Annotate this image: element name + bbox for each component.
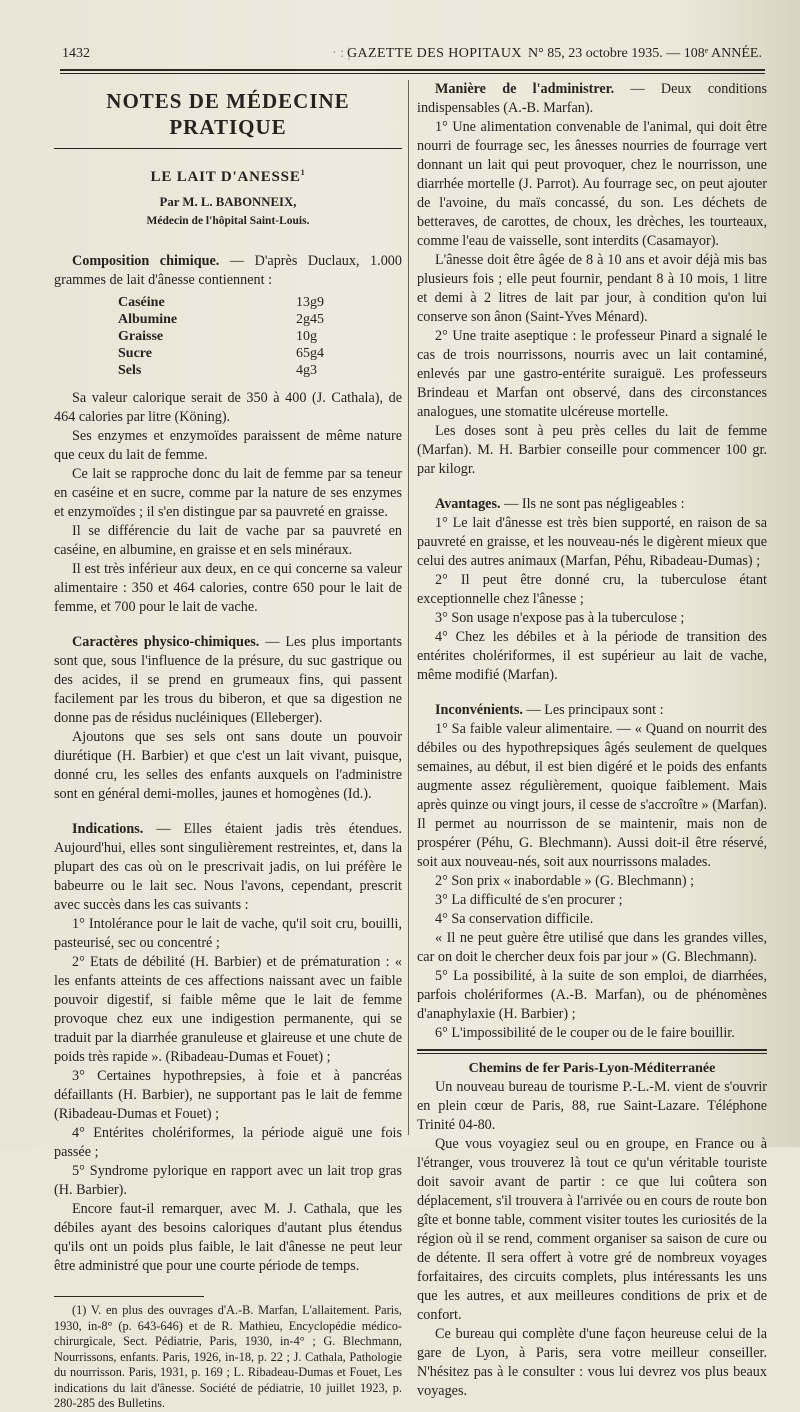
railway-paragraph: Ce bureau qui complète d'une façon heureuse celui de la gare de Lyon, à Paris, sera votre meilleur conseiller. N'hésitez pas à le consulter : vous lui devrez vos plus beaux voyages. bbox=[417, 1326, 767, 1399]
indications-paragraph bbox=[54, 820, 402, 915]
component-name: Graisse bbox=[118, 329, 164, 344]
page-number: 1432 bbox=[62, 46, 90, 61]
paragraph-doses: Les doses sont à peu près celles du lait de femme (Marfan). M. H. Barbier conseille pour commencer 100 gr. par kilogr. bbox=[417, 423, 767, 477]
drawback-item: 1° Sa faible valeur alimentaire. — « Quand on nourrit des débiles ou des hypothrepsiques âgés seulement de quelques semaines, au début, il est bien digéré et le poids des enfants augmente assez régulièrement, quoique faiblement. Mais après quinze ou vingt jours, il cesse de s'accroître » (Marfan). Il permet au nourrisson de se maintenir, mais non de prospérer (Péhu, G. Blechmann). Aussi doit-il être réservé, soit aux nouveau-nés, soit aux nourrissons malades. bbox=[417, 721, 767, 870]
drawback-item: 4° Sa conservation difficile. bbox=[435, 911, 594, 927]
header-rule-thin bbox=[60, 73, 765, 74]
footnote-rule bbox=[54, 1296, 204, 1297]
administration-heading: Manière de l'administrer. bbox=[435, 81, 615, 97]
section-title: NOTES DE MÉDECINE PRATIQUE bbox=[106, 89, 350, 139]
drawback-item: 3° La difficulté de s'en procurer ; bbox=[435, 892, 623, 908]
article-title bbox=[54, 163, 402, 187]
paragraph-caloric: Sa valeur calorique serait de 350 à 400 (J. Cathala), de 464 calories par litre (Köning). bbox=[54, 390, 402, 425]
railway-heading: Chemins de fer Paris-Lyon-Méditerranée bbox=[468, 1061, 716, 1076]
paragraph-comparison-woman: Ce lait se rapproche donc du lait de femme par sa teneur en caséine et en sucre, comme par la nature de ses enzymes et enzymoïdes ; il s'en distingue par sa pauvreté en graisse. bbox=[54, 466, 402, 520]
advantages-heading: Avantages. bbox=[435, 496, 501, 512]
composition-row bbox=[118, 311, 342, 328]
component-value: 65g4 bbox=[296, 346, 324, 361]
section-separator-thin bbox=[417, 1053, 767, 1054]
composition-heading: Composition chimique. bbox=[72, 253, 220, 269]
drawbacks-paragraph bbox=[417, 701, 767, 720]
header-rule bbox=[60, 69, 765, 71]
paragraph-age: L'ânesse doit être âgée de 8 à 10 ans et avoir déjà mis bas plusieurs fois ; elle peut fournir, pendant 8 à 10 mois, 1 litre et demi à 2 litres de lait par jour, à condition qu'on lui conserve son ânon (Saint-Yves Ménard). bbox=[417, 252, 767, 325]
drawback-item: 5° La possibilité, à la suite de son emploi, de diarrhées, parfois cholériformes (A.-B. Marfan), ou de phénomènes d'anaphylaxie (H. Barbier) ; bbox=[417, 968, 767, 1022]
issue-info: N° 85, 23 octobre 1935. — 108ᵉ ANNÉE. bbox=[528, 46, 762, 61]
indications-text: — Elles étaient jadis très étendues. Aujourd'hui, elles sont singulièrement restreintes, et, dans la plupart des cas où on le prescrivait jadis, on lui préfère le babeurre ou le lait sec. Nous l'avons, cependant, prescrit avec succès dans les cas suivants : bbox=[54, 821, 402, 913]
footnote-marker[interactable]: 1 bbox=[300, 168, 306, 177]
composition-row bbox=[118, 328, 342, 345]
paragraph-diuretic: Ajoutons que ses sels ont sans doute un pouvoir diurétique (H. Barbier) et que c'est un lait vivant, puisque, donné cru, les selles des enfants auxquels on l'administre sont en général demi-molles, jaunes et homogènes (Id.). bbox=[54, 729, 402, 802]
paragraph-feeding: 1° Une alimentation convenable de l'animal, qui doit être nourri de fourrage sec, les ânesses nourries de fourrage vert donnant un lait qui peut provoquer, chez le nourrisson, une diarrhée mortelle (J. Parrot). Au fourrage sec, on peut ajouter de l'avoine, du maïs concassé, du son. Les déchets de betteraves, de carottes, de choux, les drèches, les tourteaux, comme l'eau de vaisselle, sont interdits (Casamayor). bbox=[417, 119, 767, 249]
administration-text: — Deux conditions indispensables (A.-B. Marfan). bbox=[417, 81, 767, 116]
running-header bbox=[62, 44, 762, 64]
drawback-item: 2° Son prix « inabordable » (G. Blechmann) ; bbox=[435, 873, 695, 889]
physico-chemical-paragraph bbox=[54, 633, 402, 728]
paragraph-aseptic: 2° Une traite aseptique : le professeur Pinard a signalé le cas de trois nourrissons, nourris avec un lait contaminé, enlevés par une gastro-entérite suraiguë. Les professeurs Brindeau et Marfan ont observé, dans des circonstances analogues, une stomatite ulcéreuse mortelle. bbox=[417, 328, 767, 420]
advantages-text: — Ils ne sont pas négligeables : bbox=[500, 496, 685, 512]
physico-chemical-heading: Caractères physico-chimiques. bbox=[72, 634, 260, 650]
column-divider bbox=[408, 80, 409, 1135]
advantage-item: 2° Il peut être donné cru, la tuberculose étant exceptionnelle chez l'ânesse ; bbox=[417, 572, 767, 607]
author-affiliation: Médecin de l'hôpital Saint-Louis. bbox=[146, 215, 310, 227]
footnote: (1) V. en plus des ouvrages d'A.-B. Marfan, L'allaitement. Paris, 1930, in-8° (p. 643-646) et de R. Mathieu, Encyclopédie médico-chirurgicale, Sect. Pédiatrie, Paris, 1930, in-4° ; G. Blechmann, Nourrissons, enfants. Paris, 1926, in-18, p. 22 ; J. Cathala, Pathologie du nourrisson. Paris, 1931, p. 169 ; L. Ribadeau-Dumas et Fouet, Les indications du lait d'ânesse. Société de pédiatrie, 10 juillet 1923, p. 280-285 des Bulletins. bbox=[54, 1303, 402, 1410]
paragraph-cathala: Encore faut-il remarquer, avec M. J. Cathala, que les débiles ayant des besoins caloriques d'autant plus étendus qu'ils ont un poids plus faible, le lait d'ânesse ne peut leur être administré que pour une courte période de temps. bbox=[54, 1201, 402, 1274]
advantage-item: 4° Chez les débiles et à la période de transition des entérites cholériformes, il est supérieur au lait de vache, même modifié (Marfan). bbox=[417, 629, 767, 683]
administration-paragraph bbox=[417, 80, 767, 118]
advantage-item: 1° Le lait d'ânesse est très bien supporté, en raison de sa pauvreté en graisse, et les nouveau-nés le digèrent mieux que celui des autres animaux (Marfan, Péhu, Ribadeau-Dumas) ; bbox=[417, 515, 767, 569]
indication-item: 1° Intolérance pour le lait de vache, qu'il soit cru, bouilli, pasteurisé, sec ou concentré ; bbox=[54, 916, 402, 951]
section-rule bbox=[54, 148, 402, 149]
paragraph-comparison-cow: Il se différencie du lait de vache par sa pauvreté en caséine, en albumine, en graisse et en sels minéraux. bbox=[54, 523, 402, 558]
component-value: 10g bbox=[296, 329, 317, 344]
section-separator bbox=[417, 1049, 767, 1051]
component-name: Sucre bbox=[118, 346, 152, 361]
composition-row bbox=[118, 294, 342, 311]
paragraph-value: Il est très inférieur aux deux, en ce qui concerne sa valeur alimentaire : 350 et 464 calories, contre 650 pour le lait de femme, et 700 pour le lait de vache. bbox=[54, 561, 402, 615]
right-column bbox=[417, 80, 767, 1401]
railway-paragraph: Un nouveau bureau de tourisme P.-L.-M. vient de s'ouvrir en plein cœur de Paris, 88, rue Saint-Lazare. Téléphone Trinité 04-80. bbox=[417, 1079, 767, 1133]
component-value: 2g45 bbox=[296, 312, 324, 327]
drawback-quote: « Il ne peut guère être utilisé que dans les grandes villes, car on doit le chercher deux fois par jour » (G. Blechmann). bbox=[417, 930, 767, 965]
railway-paragraph: Que vous voyagiez seul ou en groupe, en France ou à l'étranger, vous trouverez là tout ce qu'un véritable touriste doit savoir avant de partir : ce que lui coûtera son déplacement, s'il trouvera à l'arrivée ou en cours de route bon gîte et bonne table, comment visiter toutes les curiosités de la région où il se rend, comment organiser sa saison de cure ou de détente. Il sera offert à votre gré de nombreux voyages forfaitaires, des circuits complets, plus intéressants les uns que les autres, et aux meilleures conditions de prix et de confort. bbox=[417, 1136, 767, 1323]
component-value: 4g3 bbox=[296, 363, 317, 378]
composition-row bbox=[118, 345, 342, 362]
article-title-text: LE LAIT D'ANESSE bbox=[150, 169, 301, 185]
drawback-item: 6° L'impossibilité de le couper ou de le faire bouillir. bbox=[435, 1025, 735, 1041]
indication-item: 4° Entérites cholériformes, la période aiguë une fois passée ; bbox=[54, 1125, 402, 1160]
drawbacks-text: — Les principaux sont : bbox=[522, 702, 664, 718]
advantages-paragraph bbox=[417, 495, 767, 514]
component-value: 13g9 bbox=[296, 295, 324, 310]
journal-title: GAZETTE DES HOPITAUX bbox=[347, 46, 522, 61]
component-name: Albumine bbox=[118, 312, 178, 327]
component-name: Sels bbox=[118, 363, 142, 378]
left-column bbox=[54, 80, 402, 1412]
physico-chemical-text: — Les plus importants sont que, sous l'influence de la présure, du suc gastrique ou des acides, il se prend en grumeaux fins, qui passent facilement par les trous du biberon, et que sa digestion ne donne pas de résidus nucléiniques (Elleberger). bbox=[54, 634, 402, 726]
indications-heading: Indications. bbox=[72, 821, 144, 837]
header-marks: · : | bbox=[332, 46, 351, 61]
composition-paragraph bbox=[54, 252, 402, 290]
indication-item: 3° Certaines hypothrepsies, à foie et à pancréas défaillants (H. Barbier), ne supportant pas le lait de femme (Ribadeau-Dumas et Fouet) ; bbox=[54, 1068, 402, 1122]
author: Par M. L. BABONNEIX, bbox=[159, 195, 297, 209]
component-name: Caséine bbox=[118, 295, 165, 310]
composition-table bbox=[118, 294, 342, 379]
indication-item: 5° Syndrome pylorique en rapport avec un lait trop gras (H. Barbier). bbox=[54, 1163, 402, 1198]
advantage-item: 3° Son usage n'expose pas à la tuberculose ; bbox=[435, 610, 685, 626]
indication-item: 2° Etats de débilité (H. Barbier) et de prématuration : « les enfants atteints de ces affections naissant avec un faible pouvoir digestif, si faible même que le lait de femme provoque chez eux une indigestion permanente, qui se traduit par la diarrhée granuleuse et glaireuse et une chute de poids très rapide ». (Ribadeau-Dumas et Fouet) ; bbox=[54, 954, 402, 1065]
paragraph-enzymes: Ses enzymes et enzymoïdes paraissent de même nature que ceux du lait de femme. bbox=[54, 428, 402, 463]
composition-row bbox=[118, 362, 342, 379]
drawbacks-heading: Inconvénients. bbox=[435, 702, 523, 718]
composition-intro: — D'après Duclaux, 1.000 grammes de lait d'ânesse contiennent : bbox=[54, 253, 402, 288]
